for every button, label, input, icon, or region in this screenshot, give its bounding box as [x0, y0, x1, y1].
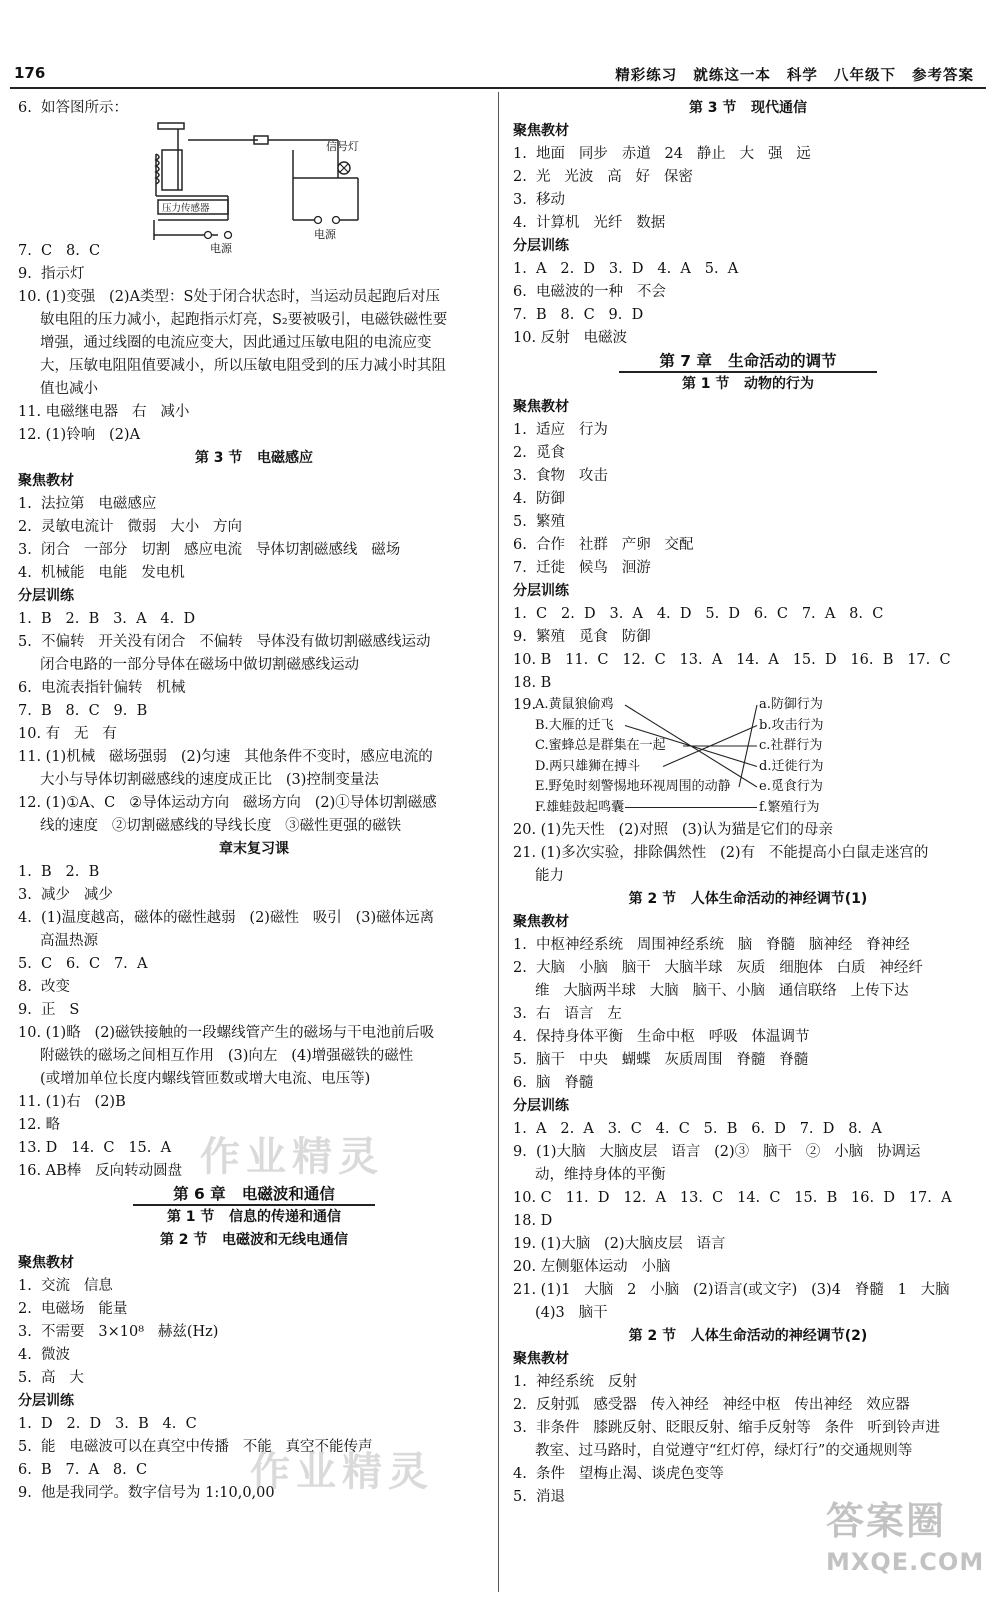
- answer-line: 动，维持身体的平衡: [535, 1167, 666, 1183]
- match-right-item: a.防御行为: [759, 697, 823, 712]
- answer-line: 4. (1)温度越高，磁体的磁性越弱 (2)磁性 吸引 (3)磁体远离: [18, 910, 435, 926]
- answer-line: 6. B 7. A 8. C: [18, 1462, 148, 1478]
- match-right-item: d.迁徙行为: [759, 758, 824, 774]
- matching-diagram: [513, 695, 983, 819]
- answer-line: 3. 移动: [513, 192, 566, 208]
- answer-line: 教室、过马路时，自觉遵守“红灯停，绿灯行”的交通规则等: [535, 1443, 913, 1459]
- match-left-item: E.野兔时刻警惕地环视周围的动静: [535, 779, 731, 794]
- section-label: 分层训练: [513, 583, 569, 599]
- watermark: 作业精灵: [250, 1449, 434, 1495]
- match-left-item: D.两只雄狮在搏斗: [535, 758, 641, 774]
- answer-line: 1. 适应 行为: [513, 422, 608, 438]
- answer-line: 10. 有 无 有: [18, 726, 117, 742]
- answer-line: 5. 脑干 中央 蝴蝶 灰质周围 脊髓 脊髓: [513, 1052, 809, 1068]
- answer-line: 12. (1)①A、C ②导体运动方向 磁场方向 (2)①导体切割磁感: [18, 795, 437, 811]
- answer-line: 2. 大脑 小脑 脑干 大脑半球 灰质 细胞体 白质 神经纤: [513, 960, 923, 976]
- section-label: 分层训练: [18, 588, 74, 604]
- answer-line: 5. C 6. C 7. A: [18, 956, 148, 972]
- section-label: 聚焦教材: [18, 473, 74, 489]
- answer-line: 21. (1)1 大脑 2 小脑 (2)语言(或文字) (3)4 脊髓 1 大脑: [513, 1282, 950, 1298]
- answer-line: 大，压敏电阻阻值要减小，所以压敏电阻受到的压力减小时其阻: [40, 358, 446, 374]
- section-title: 第 3 节 现代通信: [688, 100, 808, 116]
- answer-line: 6. 电流表指针偏转 机械: [18, 680, 186, 696]
- armature-top: [158, 123, 184, 129]
- answer-line: 1. 地面 同步 赤道 24 静止 大 强 远: [513, 146, 811, 162]
- match-right-item: f.繁殖行为: [759, 799, 820, 815]
- answer-line: 大小与导体切割磁感线的速度成正比 (3)控制变量法: [40, 772, 379, 788]
- answer-line: 3. 右 语言 左: [513, 1006, 622, 1022]
- watermark-logo: 答案圈: [826, 1499, 947, 1543]
- watermark-url: MXQE.COM: [826, 1548, 985, 1576]
- chapter-title: [18, 1183, 490, 1206]
- answer-line: 1. A 2. D 3. D 4. A 5. A: [513, 261, 739, 277]
- section-label: 分层训练: [513, 1098, 569, 1114]
- answer-line: 2. 光 光波 高 好 保密: [513, 169, 693, 185]
- answer-line: 敏电阻的压力减小，起跑指示灯亮，S₂要被吸引，电磁铁磁性要: [40, 312, 448, 328]
- answer-line: 高温热源: [40, 933, 98, 949]
- answer-line: 19. (1)大脑 (2)大脑皮层 语言: [513, 1236, 726, 1252]
- match-left-item: C.蜜蜂总是群集在一起: [535, 738, 666, 753]
- match-lines: [513, 695, 983, 819]
- answer-line: 16. AB棒 反向转动圆盘: [18, 1163, 183, 1179]
- answer-line: 1. C 2. D 3. A 4. D 5. D 6. C 7. A 8. C: [513, 606, 884, 622]
- watermark: 作业精灵: [200, 1134, 384, 1180]
- answer-line: 13. D 14. C 15. A: [18, 1140, 172, 1156]
- section-title: 第 1 节 动物的行为: [681, 376, 815, 392]
- coil: [162, 150, 182, 190]
- answer-line: 4. 防御: [513, 491, 566, 507]
- match-left-item: F.雄蛙鼓起鸣囊: [535, 799, 625, 815]
- chapter-6-title: 第 6 章 电磁波和通信: [133, 1185, 375, 1206]
- answer-line: 4. 计算机 光纤 数据: [513, 215, 666, 231]
- answer-line: 3. 非条件 膝跳反射、眨眼反射、缩手反射等 条件 听到铃声进: [513, 1420, 941, 1436]
- answer-line: 7. B 8. C 9. B: [18, 703, 148, 719]
- chapter-title: [513, 350, 983, 373]
- answer-line: 闭合电路的一部分导体在磁场中做切割磁感线运动: [40, 657, 359, 673]
- answer-line: 维 大脑两半球 大脑 脑干、小脑 通信联络 上传下达: [535, 983, 909, 999]
- answer-line: 3. 不需要 3×10⁸ 赫兹(Hz): [18, 1324, 219, 1340]
- answer-line: 1. D 2. D 3. B 4. C: [18, 1416, 197, 1432]
- answer-line: 1. B 2. B 3. A 4. D: [18, 611, 196, 627]
- section-label: 聚焦教材: [513, 399, 569, 415]
- section-label: 分层训练: [513, 238, 569, 254]
- answer-line: 5. 繁殖: [513, 514, 566, 530]
- section-label: 聚焦教材: [18, 1255, 74, 1271]
- answer-line: 6. 脑 脊髓: [513, 1075, 594, 1091]
- answer-line: 12. (1)铃响 (2)A: [18, 427, 141, 443]
- question-number: 19.: [513, 697, 537, 713]
- page-header: [0, 0, 996, 86]
- answer-line: 21. (1)多次实验，排除偶然性 (2)有 不能提高小白鼠走迷宫的: [513, 845, 929, 861]
- answer-line: 9. 他是我同学。数字信号为 1:10,0,00: [18, 1485, 275, 1501]
- right-column: [513, 97, 983, 1592]
- answer-line: 2. 觅食: [513, 445, 566, 461]
- answer-line: 18. B: [513, 675, 552, 691]
- left-column: [18, 97, 490, 1592]
- answer-line: 20. (1)先天性 (2)对照 (3)认为猫是它们的母亲: [513, 822, 833, 838]
- answer-line: 11. (1)机械 磁场强弱 (2)匀速 其他条件不变时，感应电流的: [18, 749, 433, 765]
- answer-line: 1. 法拉第 电磁感应: [18, 496, 157, 512]
- answer-line: 10. C 11. D 12. A 13. C 14. C 15. B 16. D 17. A: [513, 1190, 952, 1206]
- answer-line: 6. 如答图所示：: [18, 100, 129, 116]
- answer-line: 附磁铁的磁场之间相互作用 (3)向左 (4)增强磁铁的磁性: [40, 1048, 414, 1064]
- answer-line: 线的速度 ②切割磁感线的导线长度 ③磁性更强的磁铁: [40, 818, 402, 834]
- answer-line: 9. (1)大脑 大脑皮层 语言 (2)③ 脑干 ② 小脑 协调运: [513, 1144, 921, 1160]
- section-title: 第 3 节 电磁感应: [194, 450, 314, 466]
- answer-line: 4. 微波: [18, 1347, 71, 1363]
- answer-line: 9. 指示灯: [18, 266, 85, 282]
- answer-line: 10. 反射 电磁波: [513, 330, 627, 346]
- answer-line: 2. 反射弧 感受器 传入神经 神经中枢 传出神经 效应器: [513, 1397, 910, 1413]
- answer-line: (或增加单位长度内螺线管匝数或增大电流、电压等): [40, 1071, 371, 1087]
- answer-line: 12. 略: [18, 1117, 61, 1133]
- match-right-item: b.攻击行为: [759, 717, 824, 733]
- header-rule: [10, 87, 986, 89]
- match-right-item: c.社群行为: [759, 738, 823, 753]
- label-lamp: 信号灯: [326, 140, 359, 153]
- answer-line: 7. B 8. C 9. D: [513, 307, 644, 323]
- answer-line: 2. 电磁场 能量: [18, 1301, 128, 1317]
- answer-line: 4. 保持身体平衡 生命中枢 呼吸 体温调节: [513, 1029, 810, 1045]
- match-left-item: A.黄鼠狼偷鸡: [535, 697, 614, 712]
- section-label: 分层训练: [18, 1393, 74, 1409]
- match-right-item: e.觅食行为: [759, 779, 823, 794]
- answer-line: 值也减小: [40, 381, 98, 397]
- chapter-7-title: 第 7 章 生命活动的调节: [619, 352, 876, 373]
- answer-line: 1. 交流 信息: [18, 1278, 113, 1294]
- answer-line: 3. 闭合 一部分 切割 感应电流 导体切割磁感线 磁场: [18, 542, 401, 558]
- match-left-item: B.大雁的迁飞: [535, 717, 614, 733]
- section-label: 聚焦教材: [513, 1351, 569, 1367]
- answer-line: 5. 能 电磁波可以在真空中传播 不能 真空不能传声: [18, 1439, 373, 1455]
- answer-line: 5. 高 大: [18, 1370, 84, 1386]
- label-source-1: 电源: [210, 242, 232, 255]
- section-label: 聚焦教材: [513, 123, 569, 139]
- section-label: 聚焦教材: [513, 914, 569, 930]
- answer-line: 4. 条件 望梅止渴、谈虎色变等: [513, 1466, 724, 1482]
- section-title: 第 2 节 电磁波和无线电通信: [159, 1232, 349, 1248]
- answer-line: 7. 迁徙 候鸟 洄游: [513, 560, 651, 576]
- answer-line: 增强，通过线圈的电流应变大，因此通过压敏电阻的电流应变: [40, 335, 432, 351]
- answer-line: 5. 不偏转 开关没有闭合 不偏转 导体没有做切割磁感线运动: [18, 634, 431, 650]
- answer-line: 1. B 2. B: [18, 864, 100, 880]
- answer-line: 11. 电磁继电器 右 减小: [18, 404, 190, 420]
- answer-line: 1. A 2. A 3. C 4. C 5. B 6. D 7. D 8. A: [513, 1121, 882, 1137]
- answer-line: 11. (1)右 (2)B: [18, 1094, 126, 1110]
- answer-line: 10. B 11. C 12. C 13. A 14. A 15. D 16. B 17. C: [513, 652, 951, 668]
- answer-line: 3. 食物 攻击: [513, 468, 608, 484]
- answer-line: 1. 神经系统 反射: [513, 1374, 637, 1390]
- page-number: 176: [14, 64, 46, 82]
- answer-line: 9. 繁殖 觅食 防御: [513, 629, 651, 645]
- section-title: 章末复习课: [219, 841, 289, 857]
- answer-line: 5. 消退: [513, 1489, 566, 1505]
- answer-line: 20. 左侧躯体运动 小脑: [513, 1259, 671, 1275]
- column-divider: [498, 92, 499, 1592]
- answer-line: 1. 中枢神经系统 周围神经系统 脑 脊髓 脑神经 脊神经: [513, 937, 910, 953]
- label-sensor: 压力传感器: [162, 203, 210, 214]
- answer-line: 能力: [535, 868, 564, 884]
- section-title: 第 2 节 人体生命活动的神经调节(2): [628, 1328, 868, 1344]
- answer-line: 4. 机械能 电能 发电机: [18, 565, 185, 581]
- label-source-2: 电源: [314, 228, 336, 241]
- header-title: 精彩练习 就练这一本 科学 八年级下 参考答案: [615, 68, 974, 84]
- section-title: 第 1 节 信息的传递和通信: [166, 1209, 342, 1225]
- answer-line: 10. (1)变强 (2)A类型：S处于闭合状态时，当运动员起跑后对压: [18, 289, 440, 305]
- answer-line: 10. (1)略 (2)磁铁接触的一段螺线管产生的磁场与干电池前后吸: [18, 1025, 435, 1041]
- answer-line: 18. D: [513, 1213, 553, 1229]
- answer-line: 8. 改变: [18, 979, 71, 995]
- answer-line: 6. 电磁波的一种 不会: [513, 284, 666, 300]
- answer-line: (4)3 脑干: [535, 1305, 608, 1321]
- answer-line: 7. C 8. C: [18, 243, 101, 259]
- answer-line: 2. 灵敏电流计 微弱 大小 方向: [18, 519, 243, 535]
- answer-line: 6. 合作 社群 产卵 交配: [513, 537, 694, 553]
- section-title: 第 2 节 人体生命活动的神经调节(1): [628, 891, 868, 907]
- answer-line: 9. 正 S: [18, 1002, 80, 1018]
- answer-line: 3. 减少 减少: [18, 887, 113, 903]
